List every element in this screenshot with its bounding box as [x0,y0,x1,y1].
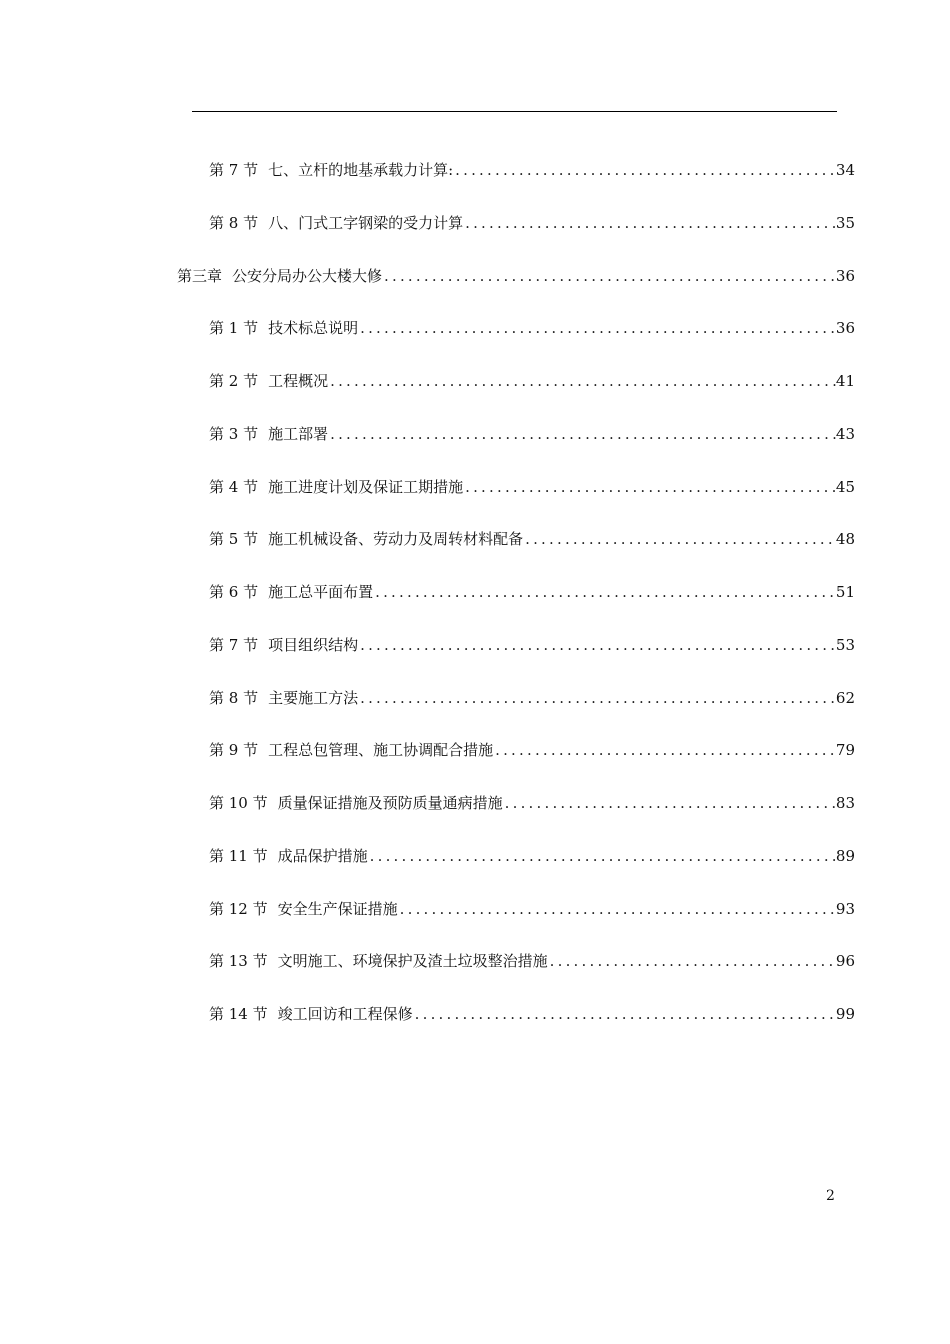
page-number: 2 [826,1188,835,1204]
toc-entry-number: 第 13 节 [209,952,268,970]
toc-entry-number: 第 10 节 [209,794,268,812]
toc-entry-page: 41 [835,372,855,390]
toc-entry-page: 93 [835,900,855,918]
toc-entry-number: 第 1 节 [209,319,259,337]
toc-leader-dots [453,160,836,180]
toc-leader-dots [493,740,836,760]
toc-entry-title: 安全生产保证措施 [277,900,398,918]
toc-leader-dots [463,477,836,497]
toc-leader-dots [463,213,836,233]
toc-leader-dots [382,266,836,286]
toc-entry-title: 竣工回访和工程保修 [277,1005,413,1023]
header-rule [192,111,837,112]
toc-entry[interactable] [209,793,855,813]
toc-entry-page: 43 [835,425,855,443]
toc-entry[interactable] [209,318,855,338]
toc-entry-title: 主要施工方法 [268,689,359,707]
toc-entry-title: 质量保证措施及预防质量通病措施 [277,794,503,812]
toc-entry-title: 施工部署 [268,425,329,443]
toc-entry-number: 第 2 节 [209,372,259,390]
toc-entry-title: 施工进度计划及保证工期措施 [268,478,464,496]
toc-entry-number: 第 8 节 [209,689,259,707]
toc-leader-dots [548,951,836,971]
toc-entry[interactable] [209,635,855,655]
toc-entry-title: 文明施工、环境保护及渣土垃圾整治措施 [277,952,548,970]
toc-entry-page: 99 [835,1005,855,1023]
toc-entry[interactable] [209,1004,855,1024]
toc-entry-page: 53 [835,636,855,654]
toc-entry-page: 36 [835,319,855,337]
toc-entry-page: 96 [835,952,855,970]
toc-entry-number: 第 12 节 [209,900,268,918]
toc-entry-title: 技术标总说明 [268,319,359,337]
toc-entry[interactable] [209,740,855,760]
toc-entry-number: 第 14 节 [209,1005,268,1023]
toc-entry-title: 施工总平面布置 [268,583,374,601]
toc-entry-title: 工程总包管理、施工协调配合措施 [268,741,494,759]
toc-entry[interactable] [209,371,855,391]
toc-entry-title: 八、门式工字钢梁的受力计算 [268,214,464,232]
toc-entry[interactable] [177,266,855,286]
toc-entry-number: 第 3 节 [209,425,259,443]
toc-leader-dots [358,635,836,655]
toc-leader-dots [503,793,836,813]
toc-entry[interactable] [209,529,855,549]
toc-entry-page: 51 [835,583,855,601]
toc-leader-dots [398,899,836,919]
toc-entry-number: 第 11 节 [209,847,268,865]
toc-entry-title: 施工机械设备、劳动力及周转材料配备 [268,530,524,548]
toc-entry-title: 公安分局办公大楼大修 [232,267,383,285]
toc-entry[interactable] [209,951,855,971]
toc-entry-page: 48 [835,530,855,548]
toc-entry[interactable] [209,688,855,708]
toc-entry-number: 第 5 节 [209,530,259,548]
toc-leader-dots [373,582,836,602]
toc-entry[interactable] [209,899,855,919]
toc-entry[interactable] [209,424,855,444]
toc-entry-title: 七、立杆的地基承载力计算: [268,161,454,179]
toc-entry-page: 89 [835,847,855,865]
toc-entry-page: 62 [835,689,855,707]
toc-entry-number: 第 7 节 [209,161,259,179]
toc-leader-dots [413,1004,836,1024]
toc-entry-page: 79 [835,741,855,759]
toc-entry-page: 83 [835,794,855,812]
toc-entry-number: 第三章 [177,267,223,285]
toc-entry[interactable] [209,477,855,497]
toc-leader-dots [328,424,836,444]
toc-leader-dots [368,846,836,866]
toc-entry-number: 第 8 节 [209,214,259,232]
toc-entry[interactable] [209,846,855,866]
toc-entry-page: 45 [835,478,855,496]
toc-leader-dots [523,529,836,549]
toc-entry-title: 工程概况 [268,372,329,390]
toc-entry-title: 项目组织结构 [268,636,359,654]
toc-entry-title: 成品保护措施 [277,847,368,865]
toc-entry-number: 第 4 节 [209,478,259,496]
toc-entry[interactable] [209,160,855,180]
toc-entry-number: 第 9 节 [209,741,259,759]
toc-leader-dots [358,688,836,708]
toc-leader-dots [358,318,836,338]
toc-entry[interactable] [209,582,855,602]
toc-entry-page: 35 [835,214,855,232]
toc-entry-number: 第 6 节 [209,583,259,601]
toc-entry-number: 第 7 节 [209,636,259,654]
toc-entry-page: 34 [835,161,855,179]
toc-leader-dots [328,371,836,391]
toc-entry-page: 36 [835,267,855,285]
toc-entry[interactable] [209,213,855,233]
